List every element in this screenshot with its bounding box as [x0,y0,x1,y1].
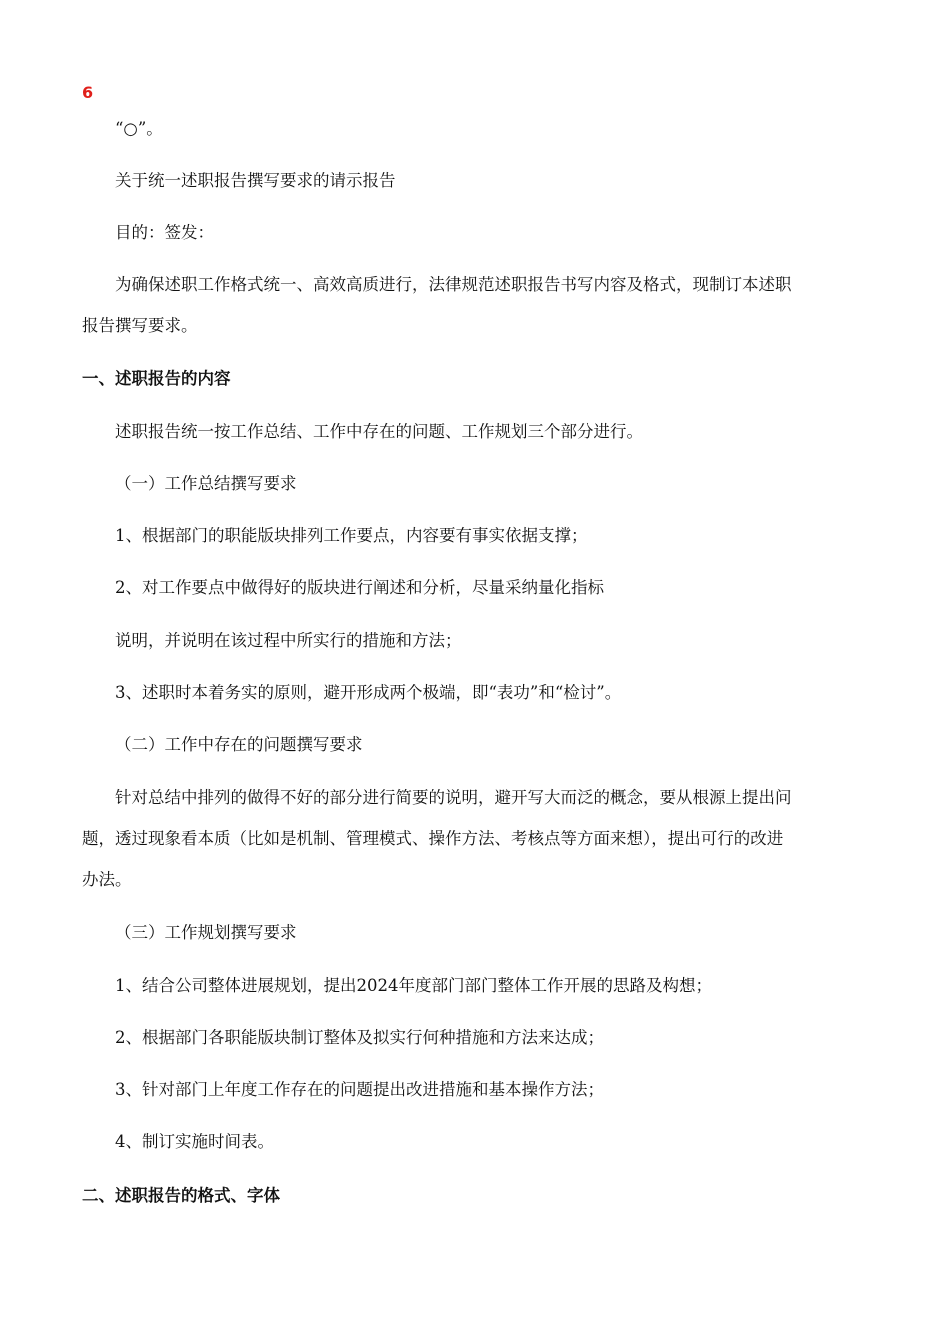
part-3-item-4: 4、制订实施时间表。 [115,1132,274,1151]
section-1-summary: 述职报告统一按工作总结、工作中存在的问题、工作规划三个部分进行。 [115,422,643,441]
part-1-item-2-line-2: 说明，并说明在该过程中所实行的措施和方法； [115,631,462,650]
part-3-item-3: 3、针对部门上年度工作存在的问题提出改进措施和基本操作方法； [115,1080,604,1099]
part-1-item-2-line-1: 2、对工作要点中做得好的版块进行阐述和分析，尽量采纳量化指标 [115,578,604,597]
part-1-item-3: 3、述职时本着务实的原则，避开形成两个极端，即“表功”和“检讨”。 [115,683,622,702]
page-number: 6 [82,83,94,102]
part-3-item-2: 2、根据部门各职能版块制订整体及拟实行何种措施和方法来达成； [115,1028,604,1047]
section-2-heading: 二、述职报告的格式、字体 [82,1186,280,1205]
part-2-paragraph-line-2: 题，透过现象看本质（比如是机制、管理模式、操作方法、考核点等方面来想），提出可行的改进 [82,829,784,848]
part-3-heading: （三）工作规划撰写要求 [115,923,297,942]
part-1-item-1: 1、根据部门的职能版块排列工作要点，内容要有事实依据支撑； [115,526,588,545]
meta-line: 目的：签发： [115,223,214,242]
intro-paragraph-line-2: 报告撰写要求。 [82,316,198,335]
part-2-paragraph-line-1: 针对总结中排列的做得不好的部分进行简要的说明，避开写大而泛的概念，要从根源上提出问 [115,788,792,807]
document-title: 关于统一述职报告撰写要求的请示报告 [115,171,396,190]
part-2-heading: （二）工作中存在的问题撰写要求 [115,735,363,754]
part-2-paragraph-line-3: 办法。 [82,870,132,889]
part-1-heading: （一）工作总结撰写要求 [115,474,297,493]
opening-fragment: “○”。 [115,119,163,138]
intro-paragraph-line-1: 为确保述职工作格式统一、高效高质进行，法律规范述职报告书写内容及格式，现制订本述职 [115,275,792,294]
part-3-item-1: 1、结合公司整体进展规划，提出2024年度部门部门整体工作开展的思路及构想； [115,976,712,995]
section-1-heading: 一、述职报告的内容 [82,369,231,388]
